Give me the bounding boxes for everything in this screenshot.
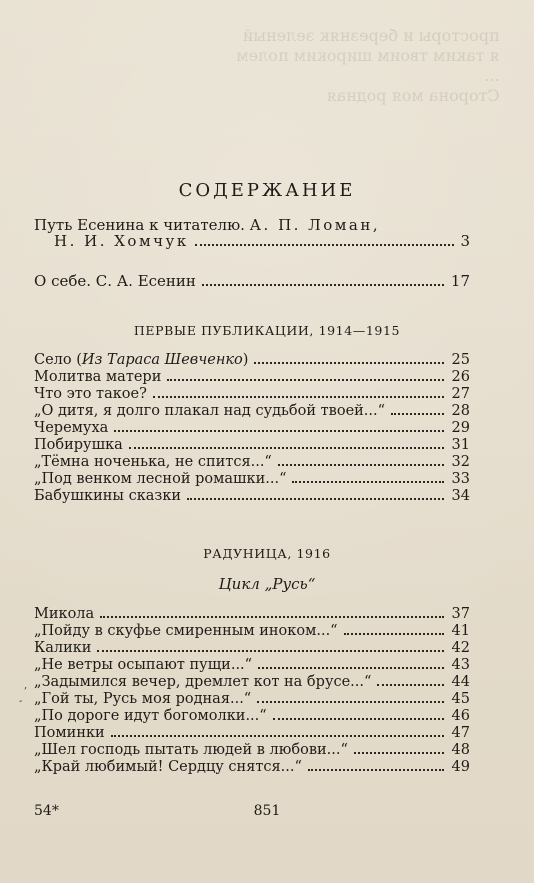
toc-entry-page: 48 xyxy=(451,742,470,758)
leader-dots xyxy=(292,481,444,483)
toc-entry-page: 37 xyxy=(451,606,470,622)
toc-entry-page: 43 xyxy=(451,657,470,673)
page-title: СОДЕРЖАНИЕ xyxy=(178,180,356,201)
toc-entry-page: 46 xyxy=(451,708,470,724)
toc-entry-label: Черемуха xyxy=(34,420,109,436)
toc-entry-label: Побирушка xyxy=(34,437,123,453)
toc-entry xyxy=(34,454,470,471)
toc-entry-page: 17 xyxy=(450,272,470,290)
section-heading-radunitsa: РАДУНИЦА, 1916 xyxy=(203,546,331,561)
toc-entry-author: А. П. Ломан, xyxy=(249,216,381,234)
leader-dots xyxy=(258,667,444,669)
toc-entry xyxy=(34,352,470,369)
toc-entry xyxy=(34,657,470,674)
toc-entry-page: 33 xyxy=(451,471,470,487)
toc-entry xyxy=(34,742,470,759)
toc-entry-page: 49 xyxy=(451,759,470,775)
toc-entry-page: 31 xyxy=(451,437,470,453)
toc-entry xyxy=(34,403,470,420)
leader-dots xyxy=(153,396,444,398)
leader-dots xyxy=(129,447,444,449)
leader-dots xyxy=(377,684,444,686)
leader-dots xyxy=(254,362,444,364)
toc-entry xyxy=(34,759,470,776)
toc-entry-label: Село (Из Тараса Шевченко) xyxy=(34,352,249,368)
toc-entry-label: Что это такое? xyxy=(34,386,147,402)
leader-dots xyxy=(114,430,444,432)
printing-mark: , xyxy=(24,680,28,691)
toc-entry-page: 44 xyxy=(451,674,470,690)
toc-entry-label: „Шел господь пытать людей в любови...“ xyxy=(34,742,348,758)
leader-dots xyxy=(187,498,444,500)
leader-dots xyxy=(391,413,444,415)
toc-entry-page: 26 xyxy=(451,369,470,385)
toc-entry-label: „Под венком лесной ромашки...“ xyxy=(34,471,287,487)
toc-entry-label: О себе. С. А. Есенин xyxy=(34,272,196,290)
signature-mark: 54* xyxy=(34,803,59,819)
toc-entry-label: „Гой ты, Русь моя родная...“ xyxy=(34,691,252,707)
toc-entry-label: „Не ветры осыпают пущи...“ xyxy=(34,657,253,673)
toc-entry xyxy=(34,674,470,691)
toc-entry xyxy=(34,369,470,386)
toc-entry-page: 41 xyxy=(451,623,470,639)
toc-entry xyxy=(34,488,470,505)
leader-dots xyxy=(202,284,444,286)
toc-entry-label: Бабушкины сказки xyxy=(34,488,182,504)
toc-entry-page: 34 xyxy=(451,488,470,504)
toc-entry-label: „Задымился вечер, дремлет кот на брусе...“ xyxy=(34,674,372,690)
toc-entry-intro-line2 xyxy=(54,229,470,251)
toc-entry-label: Микола xyxy=(34,606,95,622)
toc-entry-page: 42 xyxy=(451,640,470,656)
toc-entry-page: 25 xyxy=(451,352,470,368)
toc-entry xyxy=(34,623,470,640)
toc-entry-label: Калики xyxy=(34,640,92,656)
section-heading-first-publications: ПЕРВЫЕ ПУБЛИКАЦИИ, 1914—1915 xyxy=(133,323,401,338)
printing-mark: - xyxy=(19,696,23,707)
toc-entry-page: 29 xyxy=(451,420,470,436)
toc-entry-label: Поминки xyxy=(34,725,105,741)
leader-dots xyxy=(167,379,444,381)
leader-dots xyxy=(273,718,444,720)
toc-entry-page: 28 xyxy=(451,403,470,419)
cycle-heading-rus: Цикл „Русь“ xyxy=(218,575,316,593)
toc-entry-page: 32 xyxy=(451,454,470,470)
toc-entry-label: „По дороге идут богомолки...“ xyxy=(34,708,267,724)
toc-entry xyxy=(34,640,470,657)
toc-entry xyxy=(34,420,470,437)
toc-entry xyxy=(34,437,470,454)
toc-entry-label: Путь Есенина к читателю. xyxy=(34,216,250,234)
leader-dots xyxy=(278,464,444,466)
toc-entry-page: 47 xyxy=(451,725,470,741)
toc-entry-author: Н. И. Хомчук xyxy=(54,232,189,250)
toc-entry-label: „Пойду в скуфье смиренным иноком...“ xyxy=(34,623,338,639)
leader-dots xyxy=(97,650,444,652)
toc-entry-label: „Тёмна ноченька, не спится...“ xyxy=(34,454,272,470)
leader-dots xyxy=(344,633,444,635)
page-number: 851 xyxy=(253,803,281,819)
leader-dots xyxy=(100,616,444,618)
toc-entry xyxy=(34,725,470,742)
leader-dots xyxy=(111,735,444,737)
toc-entry-about xyxy=(34,269,470,291)
toc-entry xyxy=(34,471,470,488)
toc-entry-page: 45 xyxy=(451,691,470,707)
toc-entry-page: 27 xyxy=(451,386,470,402)
toc-entry xyxy=(34,691,470,708)
leader-dots xyxy=(195,244,455,246)
bleed-through-text: просторы и березняк зеленый я таким твоим широким полем ... Сторона моя родная xyxy=(236,26,500,105)
toc-entry xyxy=(34,606,470,623)
toc-entry xyxy=(34,708,470,725)
toc-entry-label: „О дитя, я долго плакал над судьбой твоей...“ xyxy=(34,403,386,419)
leader-dots xyxy=(354,752,444,754)
toc-entry xyxy=(34,386,470,403)
toc-entry-label: „Край любимый! Сердцу снятся...“ xyxy=(34,759,302,775)
leader-dots xyxy=(257,701,444,703)
leader-dots xyxy=(308,769,444,771)
toc-entry-page: 3 xyxy=(460,232,470,250)
toc-entry-label: Молитва матери xyxy=(34,369,162,385)
